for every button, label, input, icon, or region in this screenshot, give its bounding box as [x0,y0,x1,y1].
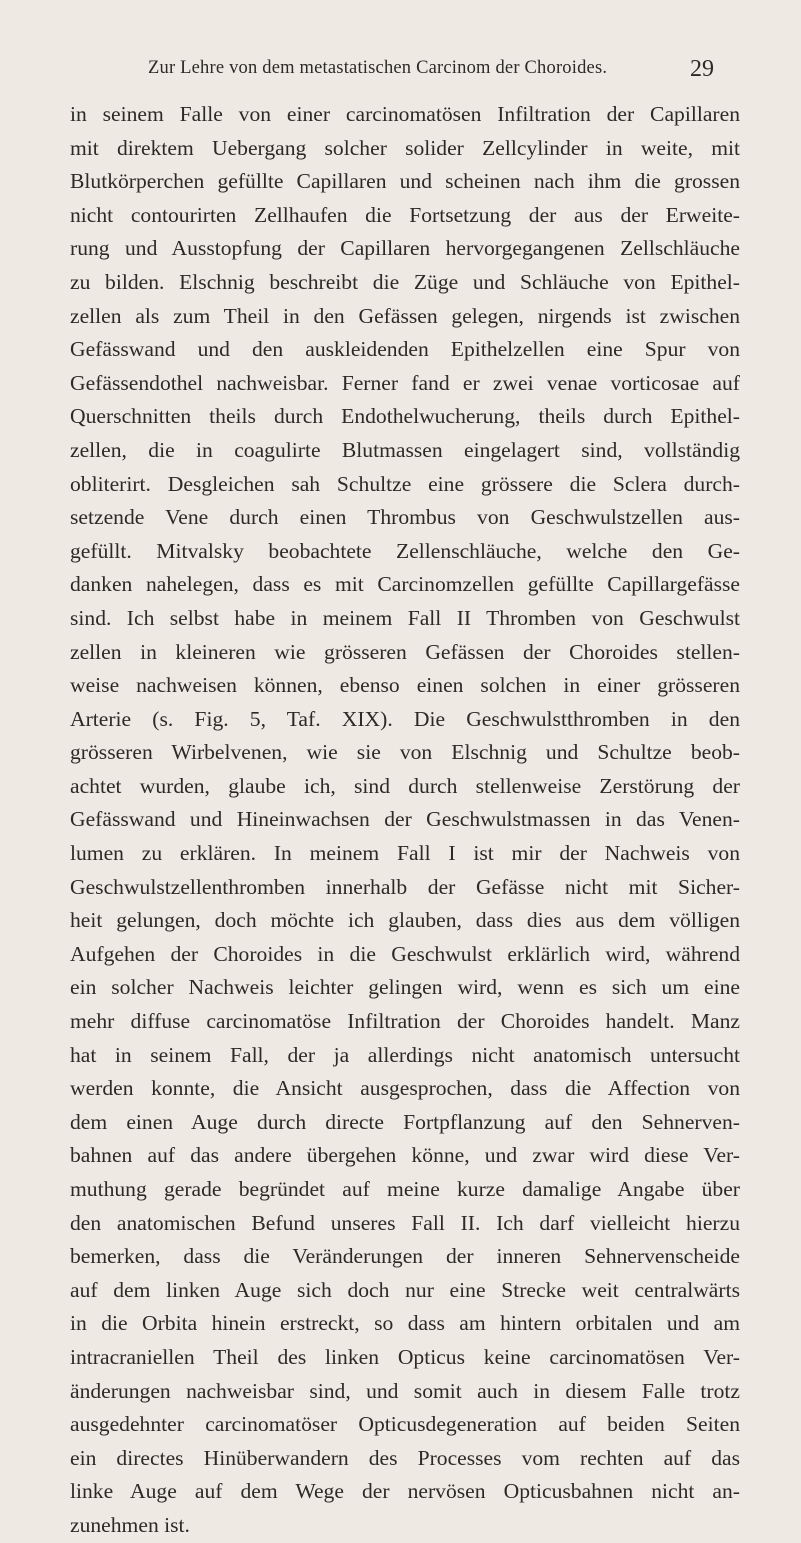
text-line: zunehmen ist. [70,1512,190,1537]
text-line: bahnen auf das andere übergehen könne, und zwar wird diese Ver- [70,1143,740,1168]
text-line: Gefässwand und den auskleidenden Epithelzellen eine Spur von [70,337,740,362]
text-line: dem einen Auge durch directe Fortpflanzung auf den Sehnerven- [70,1109,740,1134]
text-line: Gefässendothel nachweisbar. Ferner fand er zwei venae vorticosae auf [70,370,740,395]
text-line: setzende Vene durch einen Thrombus von Geschwulstzellen aus- [70,505,740,530]
text-line: zellen in kleineren wie grösseren Gefässen der Choroides stellen- [70,639,740,664]
text-line: muthung gerade begründet auf meine kurze damalige Angabe über [70,1177,740,1201]
text-line: mit direktem Uebergang solcher solider Zellcylinder in weite, mit [70,135,740,160]
text-line: lumen zu erklären. In meinem Fall I ist mir der Nachweis von [70,841,740,866]
text-line: werden konnte, die Ansicht ausgesprochen, dass die Affection von [70,1076,740,1101]
text-line: zu bilden. Elschnig beschreibt die Züge und Schläuche von Epithel- [70,269,740,294]
text-line: zellen als zum Theil in den Gefässen gelegen, nirgends ist zwischen [70,303,740,328]
text-line: weise nachweisen können, ebenso einen solchen in einer grösseren [70,673,740,698]
text-line: Aufgehen der Choroides in die Geschwulst erklärlich wird, während [70,941,740,966]
text-line: intracraniellen Theil des linken Opticus keine carcinomatösen Ver- [70,1344,740,1369]
text-line: linke Auge auf dem Wege der nervösen Opticusbahnen nicht an- [70,1479,740,1504]
text-line: grösseren Wirbelvenen, wie sie von Elschnig und Schultze beob- [70,740,740,765]
text-line: in die Orbita hinein erstreckt, so dass am hintern orbitalen und am [70,1311,740,1336]
text-line: Querschnitten theils durch Endothelwucherung, theils durch Epithel- [70,404,740,429]
text-line: sind. Ich selbst habe in meinem Fall II Thromben von Geschwulst [70,605,740,630]
text-line: ausgedehnter carcinomatöser Opticusdegeneration auf beiden Seiten [70,1412,740,1437]
text-line: gefüllt. Mitvalsky beobachtete Zellenschläuche, welche den Ge- [70,538,740,563]
text-line: änderungen nachweisbar sind, und somit auch in diesem Falle trotz [70,1378,740,1403]
running-head [0,58,801,88]
body-text [70,98,740,1543]
text-line: ein directes Hinüberwandern des Processes vom rechten auf das [70,1445,740,1470]
text-line: den anatomischen Befund unseres Fall II. Ich darf vielleicht hierzu [70,1210,740,1235]
page-number: 29 [690,56,714,82]
text-line: mehr diffuse carcinomatöse Infiltration der Choroides handelt. Manz [70,1009,740,1034]
text-line: Geschwulstzellenthromben innerhalb der Gefässe nicht mit Sicher- [70,874,740,899]
text-line: danken nahelegen, dass es mit Carcinomzellen gefüllte Capillargefässe [70,572,740,597]
text-line: achtet wurden, glaube ich, sind durch stellenweise Zerstörung der [70,773,740,798]
text-line: heit gelungen, doch möchte ich glauben, dass dies aus dem völligen [70,908,740,933]
text-line: Blutkörperchen gefüllte Capillaren und scheinen nach ihm die grossen [70,169,740,194]
text-line: ein solcher Nachweis leichter gelingen wird, wenn es sich um eine [70,975,740,1000]
text-line: rung und Ausstopfung der Capillaren hervorgegangenen Zellschläuche [70,236,740,261]
text-line: Arterie (s. Fig. 5, Taf. XIX). Die Geschwulstthromben in den [70,706,740,731]
text-line: in seinem Falle von einer carcinomatösen Infiltration der Capillaren [70,102,740,126]
text-line: bemerken, dass die Veränderungen der inneren Sehnervenscheide [70,1244,740,1269]
running-title: Zur Lehre von dem metastatischen Carcinom der Choroides. [148,58,608,78]
text-line: auf dem linken Auge sich doch nur eine Strecke weit centralwärts [70,1277,740,1302]
text-line: nicht contourirten Zellhaufen die Fortsetzung der aus der Erweite- [70,202,740,227]
text-line: Gefässwand und Hineinwachsen der Geschwulstmassen in das Venen- [70,807,740,832]
text-line: hat in seinem Fall, der ja allerdings nicht anatomisch untersucht [70,1042,740,1067]
text-line: obliterirt. Desgleichen sah Schultze eine grössere die Sclera durch- [70,471,740,496]
text-line: zellen, die in coagulirte Blutmassen eingelagert sind, vollständig [70,437,740,462]
